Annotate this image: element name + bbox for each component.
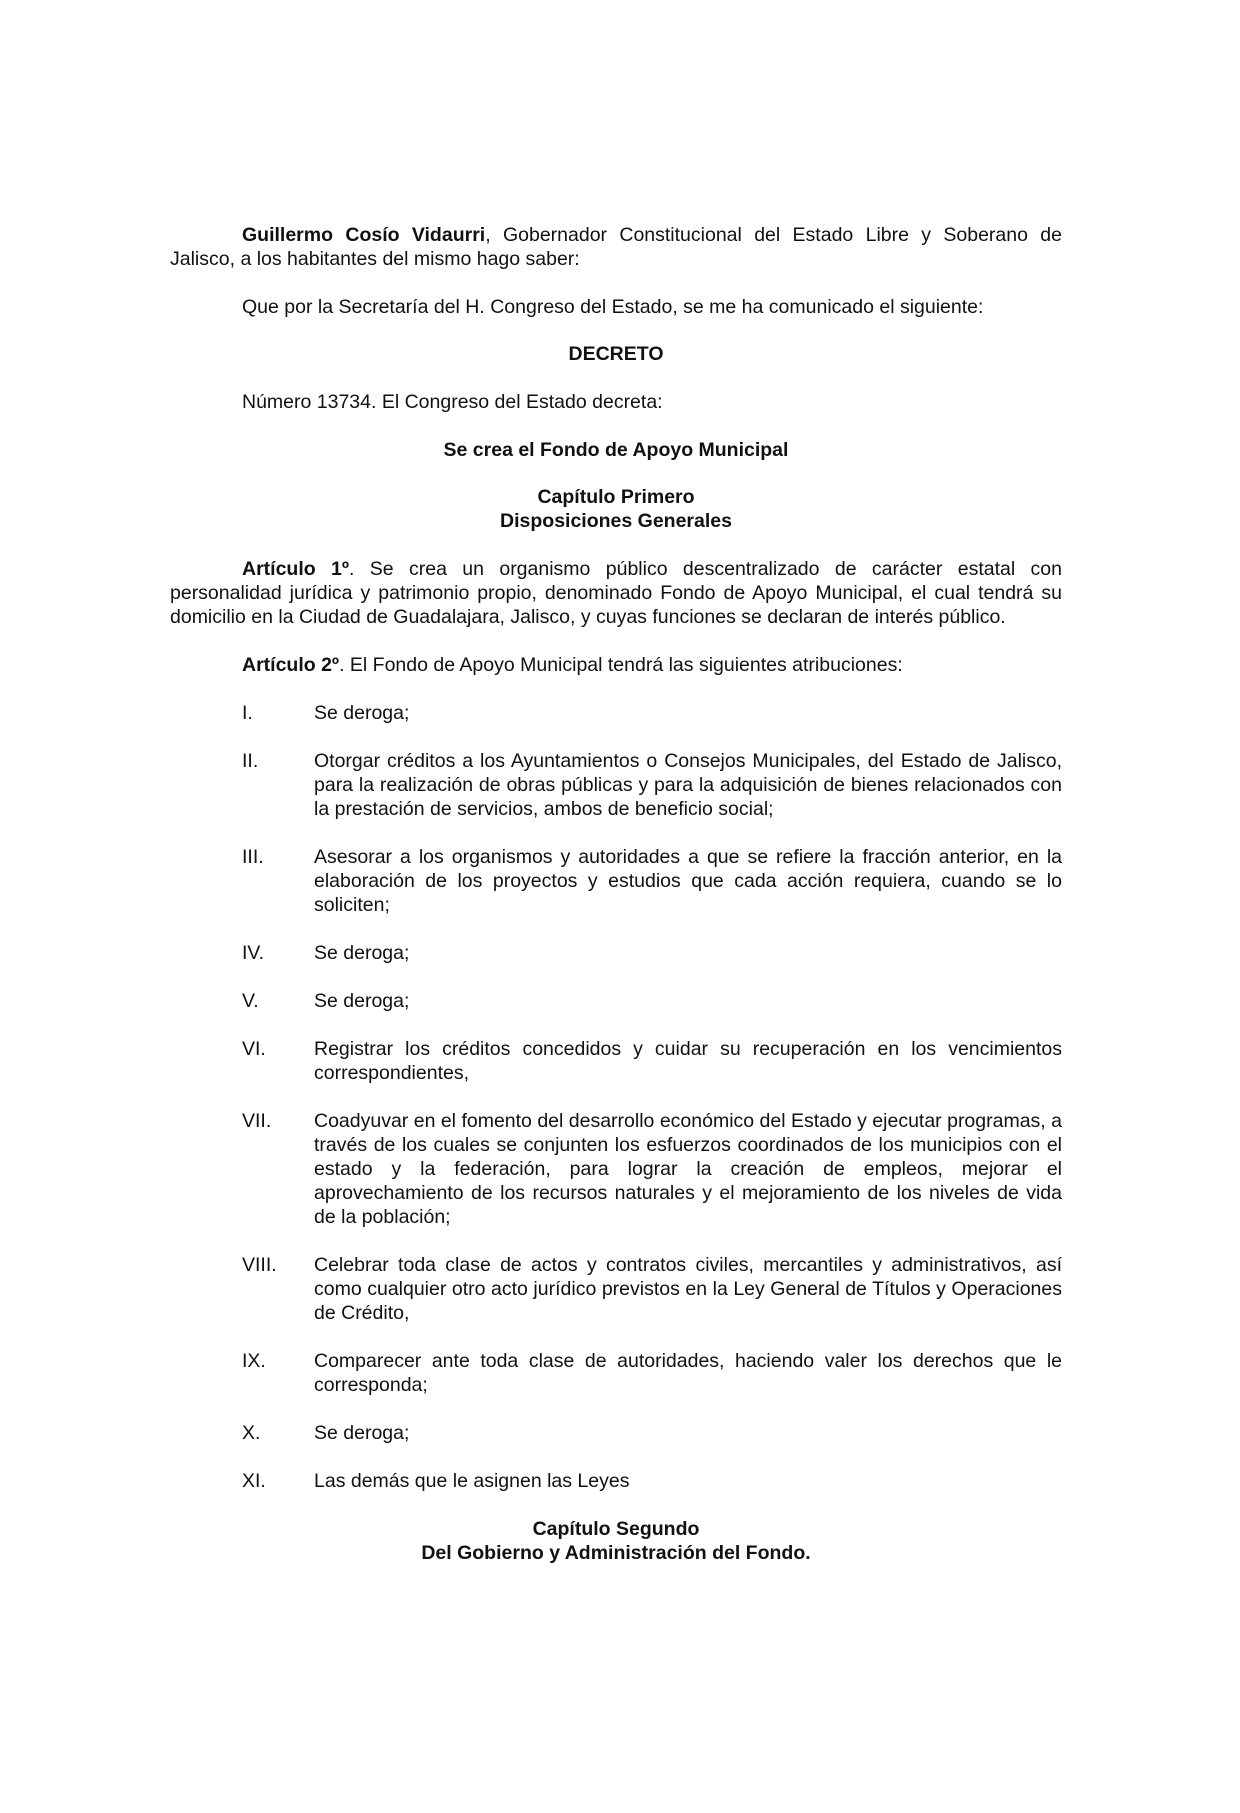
- article2: [170, 653, 1062, 677]
- item-text: Registrar los créditos concedidos y cuidar su recuperación en los vencimientos correspondientes,: [314, 1038, 1062, 1084]
- item-text: Se deroga;: [314, 1422, 410, 1444]
- item-number: VI.: [242, 1038, 266, 1060]
- item-number: IX.: [242, 1350, 266, 1372]
- item-text: Se deroga;: [314, 990, 410, 1012]
- list-item: [170, 1349, 1062, 1397]
- list-item: [170, 989, 1062, 1013]
- item-number: V.: [242, 990, 259, 1012]
- list-item: [170, 941, 1062, 965]
- article1: [170, 557, 1062, 629]
- item-text: Asesorar a los organismos y autoridades a que se refiere la fracción anterior, en la elaboración de los proyectos y estudios que cada acción requiera, cuando se lo soliciten;: [314, 846, 1062, 916]
- decree-number: Número 13734. El Congreso del Estado decreta:: [242, 391, 663, 413]
- item-number: VIII.: [242, 1254, 277, 1276]
- chapter2-subtitle: Del Gobierno y Administración del Fondo.: [421, 1542, 811, 1564]
- item-text: Las demás que le asignen las Leyes: [314, 1470, 630, 1492]
- list-item: [170, 701, 1062, 725]
- chapter2-heading: [170, 1517, 1062, 1565]
- decree-heading: DECRETO: [568, 343, 664, 365]
- item-number: II.: [242, 750, 259, 772]
- intro-paragraph: [170, 223, 1062, 271]
- list-item: [170, 1109, 1062, 1229]
- chapter1-heading: [170, 485, 1062, 533]
- item-number: IV.: [242, 942, 265, 964]
- communicated-paragraph: Que por la Secretaría del H. Congreso del Estado, se me ha comunicado el siguiente:: [242, 296, 984, 318]
- list-item: [170, 845, 1062, 917]
- item-number: I.: [242, 702, 253, 724]
- list-item: [170, 749, 1062, 821]
- item-text: Coadyuvar en el fomento del desarrollo económico del Estado y ejecutar programas, a través de los cuales se conjunten los esfuerzos coordinados de los municipios con el estado y la federación, para lograr la creación de empleos, mejorar el aprovechamiento de los recursos naturales y el mejoramiento de los niveles de vida de la población;: [314, 1110, 1062, 1228]
- article1-text: . Se crea un organismo público descentralizado de carácter estatal con personalidad jurídica y patrimonio propio, denominado Fondo de Apoyo Municipal, el cual tendrá su domicilio en la Ciudad de Guadalajara, Jalisco, y cuyas funciones se declaran de interés público.: [170, 558, 1062, 628]
- list-item: [170, 1253, 1062, 1325]
- article2-list: [170, 701, 1062, 1493]
- item-text: Se deroga;: [314, 942, 410, 964]
- item-text: Se deroga;: [314, 702, 410, 724]
- item-number: X.: [242, 1422, 261, 1444]
- item-text: Celebrar toda clase de actos y contratos civiles, mercantiles y administrativos, así como cualquier otro acto jurídico previstos en la Ley General de Títulos y Operaciones de Crédito,: [314, 1254, 1062, 1324]
- article2-label: Artículo 2º: [242, 654, 340, 676]
- list-item: [170, 1037, 1062, 1085]
- item-text: Comparecer ante toda clase de autoridades, haciendo valer los derechos que le corresponda;: [314, 1350, 1062, 1396]
- article1-label: Artículo 1º: [242, 558, 349, 580]
- chapter2-title: Capítulo Segundo: [532, 1518, 700, 1540]
- list-item: [170, 1421, 1062, 1445]
- chapter1-title: Capítulo Primero: [537, 486, 695, 508]
- chapter1-subtitle: Disposiciones Generales: [500, 510, 732, 532]
- governor-name: Guillermo Cosío Vidaurri: [242, 224, 486, 246]
- document-page: [170, 0, 1062, 1565]
- item-text: Otorgar créditos a los Ayuntamientos o Consejos Municipales, del Estado de Jalisco, para la realización de obras públicas y para la adquisición de bienes relacionados con la prestación de servicios, ambos de beneficio social;: [314, 750, 1062, 820]
- item-number: XI.: [242, 1470, 266, 1492]
- item-number: III.: [242, 846, 264, 868]
- decree-title: Se crea el Fondo de Apoyo Municipal: [443, 439, 789, 461]
- intro-text: , Gobernador Constitucional del Estado Libre y Soberano de Jalisco, a los habitantes del mismo hago saber:: [170, 224, 1062, 270]
- article2-text: . El Fondo de Apoyo Municipal tendrá las siguientes atribuciones:: [339, 654, 903, 676]
- list-item: [170, 1469, 1062, 1493]
- item-number: VII.: [242, 1110, 272, 1132]
